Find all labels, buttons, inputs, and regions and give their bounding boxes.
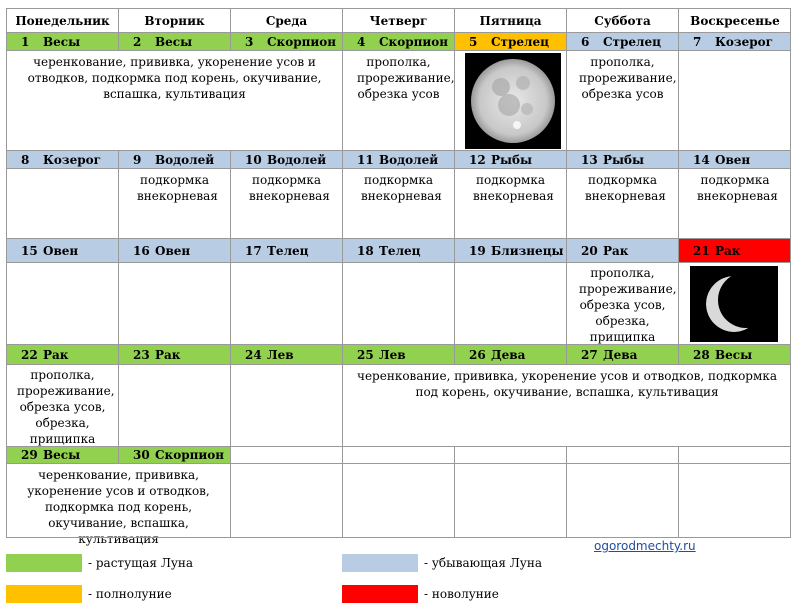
day-cell-full-moon: 5 Стрелец xyxy=(454,32,566,50)
recommendation-note: подкормка внекорневая xyxy=(678,168,791,238)
recommendation-note: черенкование, прививка, укоренение усов и отводков, подкормка под корень, окучивание, вспашка, культивация xyxy=(6,50,342,150)
day-cell: 16 Овен xyxy=(118,238,230,262)
recommendation-note: подкормка внекорневая xyxy=(118,168,230,238)
day-cell: 10 Водолей xyxy=(230,150,342,168)
legend-swatch-new xyxy=(342,585,418,603)
legend-swatch-full xyxy=(6,585,82,603)
recommendation-note: черенкование, прививка, укоренение усов и отводков, подкормка под корень, окучивание, вспашка, культивация xyxy=(6,463,230,538)
day-cell: 19 Близнецы xyxy=(454,238,566,262)
day-cell: 7 Козерог xyxy=(678,32,791,50)
day-cell: 6 Стрелец xyxy=(566,32,678,50)
empty-note xyxy=(678,463,791,538)
weekday-header-mon: Понедельник xyxy=(6,8,118,32)
day-cell: 22 Рак xyxy=(6,344,118,364)
legend-label-waning: - убывающая Луна xyxy=(424,556,542,570)
day-cell: 13 Рыбы xyxy=(566,150,678,168)
day-cell: 2 Весы xyxy=(118,32,230,50)
recommendation-note: подкормка внекорневая xyxy=(230,168,342,238)
weekday-header-sun: Воскресенье xyxy=(678,8,791,32)
weekday-header-thu: Четверг xyxy=(342,8,454,32)
day-cell: 20 Рак xyxy=(566,238,678,262)
legend-label-full: - полнолуние xyxy=(88,587,172,601)
recommendation-note: прополка, прореживание, обрезка усов, обрезка, прищипка xyxy=(6,364,118,446)
day-cell: 18 Телец xyxy=(342,238,454,262)
new-moon-cell xyxy=(678,262,791,344)
recommendation-note: подкормка внекорневая xyxy=(342,168,454,238)
empty-note xyxy=(6,262,118,344)
day-cell: 28 Весы xyxy=(678,344,791,364)
empty-note xyxy=(6,168,118,238)
empty-note xyxy=(566,463,678,538)
empty-note xyxy=(342,262,454,344)
day-cell: 30 Скорпион xyxy=(118,446,230,463)
day-cell: 24 Лев xyxy=(230,344,342,364)
day-cell: 27 Дева xyxy=(566,344,678,364)
empty-note xyxy=(678,50,791,150)
day-cell: 4 Скорпион xyxy=(342,32,454,50)
day-cell: 8 Козерог xyxy=(6,150,118,168)
day-cell: 29 Весы xyxy=(6,446,118,463)
legend-swatch-growing xyxy=(6,554,82,572)
blank-day-cell xyxy=(342,446,454,463)
empty-note xyxy=(230,463,342,538)
day-cell-new-moon: 21 Рак xyxy=(678,238,791,262)
empty-note xyxy=(454,463,566,538)
recommendation-note: подкормка внекорневая xyxy=(454,168,566,238)
legend-swatch-waning xyxy=(342,554,418,572)
day-cell: 17 Телец xyxy=(230,238,342,262)
day-cell: 1 Весы xyxy=(6,32,118,50)
full-moon-cell xyxy=(454,50,566,150)
empty-note xyxy=(454,262,566,344)
blank-day-cell xyxy=(230,446,342,463)
recommendation-note: черенкование, прививка, укоренение усов и отводков, подкормка под корень, окучивание, вспашка, культивация xyxy=(342,364,791,446)
empty-note xyxy=(118,262,230,344)
day-cell: 15 Овен xyxy=(6,238,118,262)
weekday-header-tue: Вторник xyxy=(118,8,230,32)
legend-label-new: - новолуние xyxy=(424,587,499,601)
weekday-header-sat: Суббота xyxy=(566,8,678,32)
recommendation-note: прополка, прореживание, обрезка усов xyxy=(566,50,678,150)
empty-note xyxy=(230,364,342,446)
blank-day-cell xyxy=(566,446,678,463)
blank-day-cell xyxy=(678,446,791,463)
day-cell: 25 Лев xyxy=(342,344,454,364)
legend-label-growing: - растущая Луна xyxy=(88,556,194,570)
day-cell: 23 Рак xyxy=(118,344,230,364)
recommendation-note: прополка, прореживание, обрезка усов xyxy=(342,50,454,150)
full-moon-icon xyxy=(465,53,561,149)
day-cell: 11 Водолей xyxy=(342,150,454,168)
empty-note xyxy=(118,364,230,446)
day-cell: 3 Скорпион xyxy=(230,32,342,50)
empty-note xyxy=(230,262,342,344)
empty-note xyxy=(342,463,454,538)
day-cell: 26 Дева xyxy=(454,344,566,364)
weekday-header-fri: Пятница xyxy=(454,8,566,32)
recommendation-note: прополка, прореживание, обрезка усов, обрезка, прищипка xyxy=(566,262,678,344)
day-cell: 14 Овен xyxy=(678,150,791,168)
site-link[interactable]: ogorodmechty.ru xyxy=(594,539,696,553)
recommendation-note: подкормка внекорневая xyxy=(566,168,678,238)
new-moon-crescent-icon xyxy=(690,266,778,342)
day-cell: 12 Рыбы xyxy=(454,150,566,168)
day-cell: 9 Водолей xyxy=(118,150,230,168)
weekday-header-wed: Среда xyxy=(230,8,342,32)
blank-day-cell xyxy=(454,446,566,463)
